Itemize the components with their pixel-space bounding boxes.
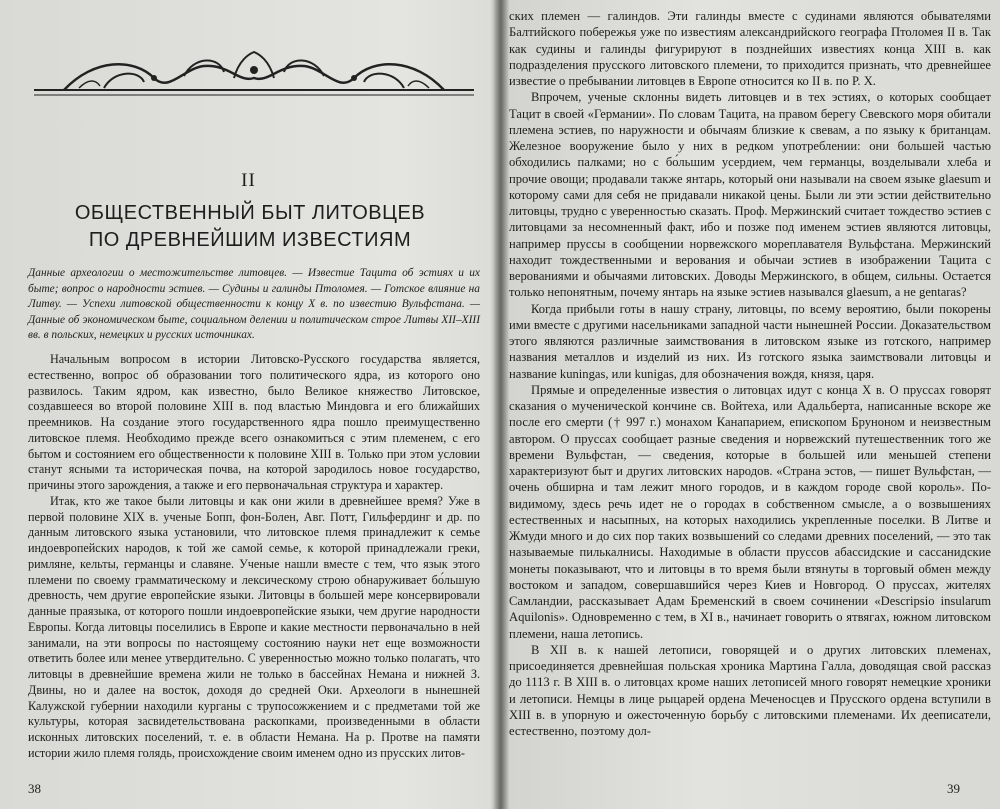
chapter-summary: Данные археологии о местожительстве литовцев. — Известие Тацита об эстиях и их быте; вопрос о народности эстиев. — Судины и галинды Птоломея. — Готское влияние на Литву. — Успехи литовской общественности к концу X в. по известию Вульфстана. — Данные об экономическом быте, социальном делении и политическом строе Литвы XII–XIII вв. в польских, немецких и русских источниках. bbox=[28, 267, 480, 341]
paragraph: Впрочем, ученые склонны видеть литовцев и в тех эстиях, о которых сообщает Тацит в своей «Германии». По словам Тацита, на правом берегу Свевского моря обитали племена эстиев, по наружности и обычаям близкие к свевам, а по языку к британцам. Железное вооружение было у них в редком употреблении: они большей частью обходились палками; но с бо́льшим усердием, чем германцы, возделывали хлеба и прочие овощи; продавали также янтарь, который они называли на своем языке glaesum и которому сами для себя не придавали никакой цены. Были ли эти эстии действительно литовцы, трудно с уверенностью сказать. Проф. Мержинский считает тождество эстиев с литовцами за несомненный факт, ибо и позже под именем эстиев являются литовцы, например пруссы в сообщении норвежского мореплавателя Вульфстана. Мержинский находит тождественными и верования и обычаи эстиев в изображении Тацита с верованиями и обычаями литовских. Доводы Мержинского, в общем, сильны. Остается только непонятным, почему янтарь на языке эстиев назывался glaesum, а не gentaras? bbox=[509, 90, 991, 300]
paragraph: Когда прибыли готы в нашу страну, литовцы, по всему вероятию, были покорены ими вместе с другими насельниками западной части нынешней России. Доказательством этого являются различные заимствования в литовском языке из готского, например названия металлов и изделий из них. Из готского языка заимствовали литовцы и название kuningas, или kunigas, для обозначения вождя, князя, царя. bbox=[509, 301, 991, 381]
paragraph: В XII в. к нашей летописи, говорящей и о других литовских племенах, присоединяется древнейшая польская хроника Мартина Галла, доводящая свой рассказ до 1113 г. В XIII в. о литовцах кроме наших летописей много говорят немецкие хроники и летописи. Немцы в лице рыцарей ордена Меченосцев и Прусского ордена вступили в XIII в. в упорную и ожесточенную борьбу с литовскими племенами. Их дееписатели, естественно, поэтому дол- bbox=[509, 642, 991, 738]
chapter-number: II bbox=[241, 170, 256, 191]
paragraph: Начальным вопросом в истории Литовско-Русского государства является, естественно, вопрос об образовании того политического ядра, из которого оно развилось. Таким ядром, как известно, было Великое княжество Литовское, создавшееся во второй половине XIII в. под властью Миндовга и его ближайших преемников. На создание этого государственного ядра пошло преимущественно литовское племя. Необходимо прежде всего ознакомиться с этим племенем, с его бытом и состоянием его общественности к половине XIII в. Только при этом условии станут ясными та историческая почва, на которой зародилось новое государство, причины этого зарождения, а также и его первоначальная структура и характер. bbox=[28, 352, 480, 492]
right-body-text bbox=[509, 8, 991, 739]
left-page bbox=[0, 0, 497, 809]
ornament-headpiece bbox=[34, 48, 474, 118]
paragraph: ских племен — галиндов. Эти галинды вместе с судинами являются обывателями Балтийского побережья уже по известиям александрийского географа Птоломея II в. Так как судины и галинды фигурируют в позднейших известиях конца XIII в. как подразделения прусского литовского племени, то приходится признать, что древнейшее известие о пребывании литовцев в Европе относится ко II в. по Р. Х. bbox=[509, 9, 991, 88]
chapter-title: ОБЩЕСТВЕННЫЙ БЫТ ЛИТОВЦЕВ ПО ДРЕВНЕЙШИМ ИЗВЕСТИЯМ bbox=[74, 202, 426, 251]
page-number: 39 bbox=[947, 781, 960, 796]
left-body-text bbox=[28, 352, 480, 762]
page-number: 38 bbox=[28, 781, 41, 796]
right-page bbox=[503, 0, 1000, 809]
paragraph: Итак, кто же такое были литовцы и как они жили в древнейшее время? Уже в первой половине XIX в. ученые Бопп, фон-Болен, Авг. Потт, Гильфердинг и др. по данным литовского языка установили, что литовское племя принадлежит к семье индоевропейских народов, к той же самой семье, к которой принадлежали греки, римляне, кельты, германцы и славяне. Ученые нашли вместе с тем, что язык этого племени по своему грамматическому и лексическому строю обнаруживает бо́льшую древность, чем другие европейские языки. Литовцы в большей мере консервировали данные праязыка, от которого пошли индоевропейские языки, чем другие народности Европы. Когда литовцы поселились в Европе и какие местности первоначально в ней занимали, на эти вопросы по настоящему состоянию науки нет еще возможности ответить более или менее утвердительно. С уверенностью можно только полагать, что литовцы в древнейшие времена жили не только в бассейнах Немана и нижней З. Двины, но и далее на восток, доходя до средней Оки. Археологи в нынешней Калужской губернии находили курганы с трупосожжением и с предметами той же культуры, которая засвидетельствована раскопками, произведенными в области исконных литовских поселений, т. е. в области Немана. На р. Протве на памяти истории жило племя голядь, происхождение своим именем одно из прусских литов- bbox=[28, 493, 480, 760]
paragraph: Прямые и определенные известия о литовцах идут с конца X в. О пруссах говорят сказания о мученической кончине св. Войтеха, или Адальберта, написанные вскоре же после его смерти († 997 г.) монахом Канапарием, епископом Бруноном и неизвестным автором. О пруссах сообщает разные сведения и норвежский путешественник того же времени Вульфстан, — сведения, которые в большей или меньшей степени характеризуют быт и других литовских народов. «Страна эстов, — пишет Вульфстан, — очень обширна и там лежит много городов, и в каждом городе свой король». По-видимому, здесь речь идет не о городах в собственном смысле, а о возвышениях естественных и насыпных, на которых находились укрепленные поселки. В Литве и Жмуди много и до сих пор таких возвышений со следами древних поселений, — это так называемые пилькалнисы. Находимые в области пруссов абассидские и сассанидские монеты показывают, что и литовцы в то время были втянуты в торговый обмен между востоком и западом, совершавшийся через Киев и Новгород. О пруссах, жителях Самландии, рассказывает Адам Бременский в своем сочинении «Descripsio insularum Aquilonis». Одновременно с тем, в XI в., начинает говорить о ятвягах, южном литовском племени, наша летопись. bbox=[509, 382, 991, 641]
